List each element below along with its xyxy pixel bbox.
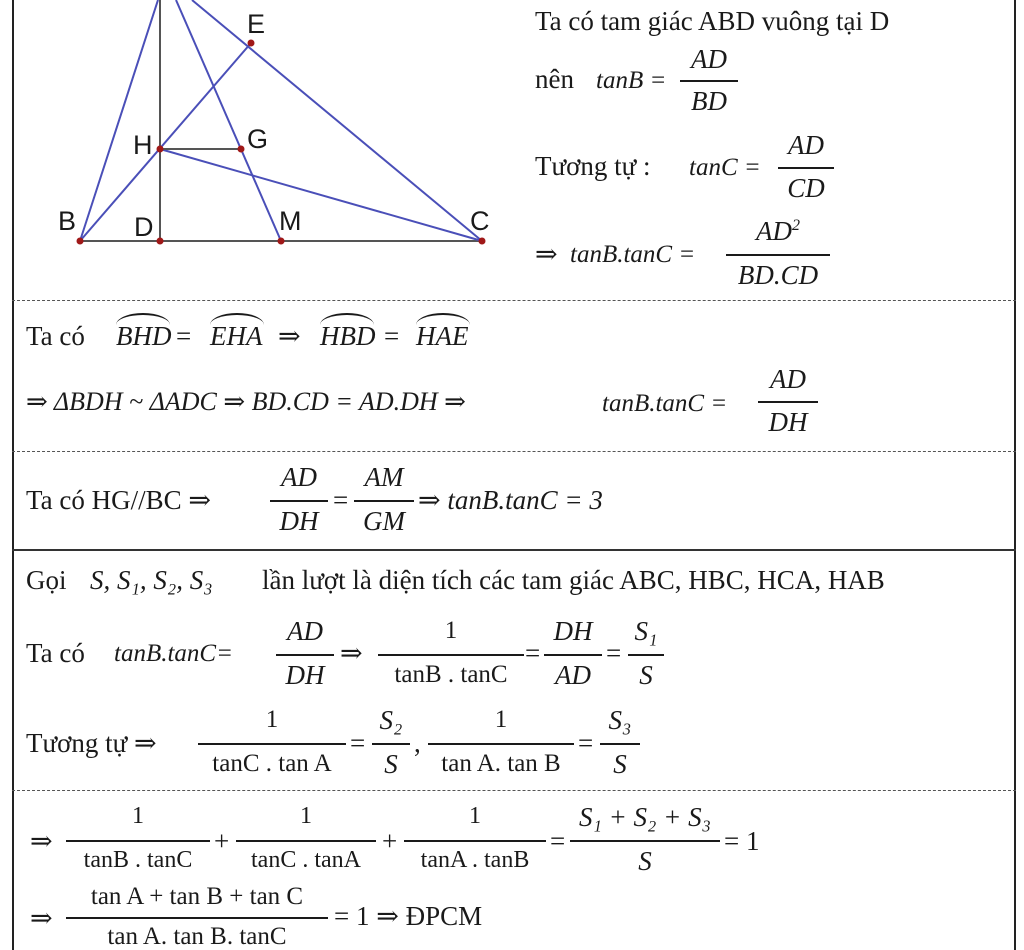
block1-line1: Ta có tam giác ABD vuông tại D [535, 6, 890, 36]
separator-1 [12, 300, 1016, 301]
segment-BE [80, 43, 251, 241]
angle-EHA: EHA [210, 321, 263, 351]
block4-f1 [276, 618, 334, 692]
point-B [77, 238, 84, 245]
block5-h1 [66, 804, 210, 878]
block4-line1-vars: S, S₁, S₂, S₃ [90, 565, 213, 595]
point-M [278, 238, 285, 245]
label-E: E [247, 9, 266, 39]
frac-den: GM [363, 506, 405, 536]
frac-num: tan A + tan B + tan C [90, 883, 304, 910]
frac-den: tanC . tanA [251, 847, 361, 873]
block1-implies: ⇒ [535, 239, 558, 269]
label-C: C [470, 206, 490, 236]
block4-line1-a: Gọi [26, 565, 67, 595]
angle-HAE: HAE [416, 321, 469, 351]
frac-num: 1 [494, 706, 508, 733]
eq-sign: = [525, 638, 541, 668]
frac-num: AD [691, 44, 727, 74]
frac-den: S [613, 749, 627, 779]
frac-num: S₁ [634, 616, 658, 646]
angle-arc [116, 313, 170, 325]
frac-num: 1 [469, 803, 481, 829]
block5-tail2: = 1 ⇒ ĐPCM [334, 901, 483, 931]
eq-sign: = [606, 638, 622, 668]
block4-line1-b: lần lượt là diện tích các tam giác ABC, HBC, HCA, HAB [262, 565, 885, 595]
frac-num: AD [281, 462, 317, 492]
point-D [157, 238, 164, 245]
angle-arc [210, 313, 264, 325]
block2-frac [758, 366, 818, 438]
separator-3 [12, 549, 1016, 551]
frac-den: AD [555, 660, 591, 690]
separator-2 [12, 451, 1016, 452]
frac-num: S₂ [379, 705, 403, 735]
frac-den: tan A. tan B [441, 750, 561, 777]
point-E [248, 40, 255, 47]
segment-AB [80, 0, 158, 241]
frac-den: DH [279, 506, 319, 536]
point-H [157, 146, 164, 153]
block4-g1 [198, 707, 346, 781]
eq-sign: = [333, 485, 349, 515]
block4-g4 [600, 707, 640, 781]
point-C [479, 238, 486, 245]
block4-g2 [372, 707, 410, 781]
arrow: ⇒ [30, 826, 53, 856]
segment-AC [192, 0, 482, 241]
block2-prefix: Ta có [26, 321, 85, 351]
frac-num: AD [287, 616, 323, 646]
block3-tail: ⇒ tanB.tanC = 3 [418, 485, 603, 515]
frac-den: S [638, 846, 652, 876]
frac-den: BD [691, 86, 727, 116]
label-G: G [247, 124, 269, 154]
segment-AM [176, 0, 281, 241]
block5-h2 [236, 804, 376, 878]
label-B: B [58, 206, 77, 236]
block5-h3 [404, 804, 546, 878]
frac-num: DH [553, 616, 593, 646]
frac-den: DH [768, 407, 808, 437]
frame-right-border [1014, 0, 1016, 950]
frac-den: CD [787, 173, 825, 203]
arrow: ⇒ [340, 638, 363, 668]
block1-frac-prod [726, 218, 830, 290]
frac-den: tanB . tanC [83, 847, 193, 873]
block4-f2 [378, 618, 524, 692]
block1-tanB: tanB = [596, 67, 667, 94]
comma: , [414, 728, 421, 758]
frac-den: DH [285, 660, 325, 690]
frac-num: AM [364, 462, 404, 492]
plus-sign: + [382, 826, 398, 856]
block4-g3 [428, 707, 574, 781]
frac-num: S₁ + S₂ + S₃ [578, 802, 712, 832]
block4-f4 [628, 618, 664, 692]
point-G [238, 146, 245, 153]
block3-frac2 [354, 464, 414, 538]
eq-sign: = [384, 321, 400, 351]
frac-den: S [384, 749, 398, 779]
block2-line2: ⇒ ΔBDH ~ ΔADC ⇒ BD.CD = AD.DH ⇒ [26, 387, 466, 416]
eq-sign: = [350, 728, 366, 758]
frac-num: AD [770, 364, 806, 394]
frac-num: S₃ [608, 705, 632, 735]
label-M: M [279, 206, 302, 236]
segment-HC [160, 149, 482, 241]
arrow: ⇒ [278, 321, 301, 351]
frac-den: tanC . tan A [212, 750, 332, 777]
plus-sign: + [214, 826, 230, 856]
label-H: H [133, 130, 153, 160]
block4-line2-prefix: Ta có [26, 638, 85, 668]
block4-line2-expr: tanB.tanC= [114, 640, 233, 667]
frac-num: 1 [265, 706, 279, 733]
block3-frac1 [270, 464, 328, 538]
frac-num: AD [756, 216, 792, 246]
label-D: D [134, 212, 154, 242]
block3-prefix: Ta có HG//BC ⇒ [26, 485, 211, 515]
frac-num-sup: 2 [792, 217, 800, 234]
triangle-figure [0, 0, 520, 300]
angle-arc [416, 313, 470, 325]
separator-4 [12, 790, 1016, 791]
block1-line2-prefix: nên [535, 64, 574, 94]
eq-sign: = [176, 321, 192, 351]
block1-tanC: tanC = [689, 154, 761, 181]
eq-sign: = [550, 826, 566, 856]
block4-line3-prefix: Tương tự ⇒ [26, 728, 157, 758]
block1-line3-prefix: Tương tự : [535, 151, 651, 181]
frac-den: tanB . tanC [394, 661, 508, 688]
block1-frac-tanC [778, 132, 834, 204]
angle-BHD: BHD [116, 321, 172, 351]
block5-k1 [66, 884, 328, 950]
angle-arc [320, 313, 374, 325]
frac-den: tanA . tanB [420, 847, 530, 873]
arrow: ⇒ [30, 903, 53, 933]
frac-num: 1 [444, 617, 458, 644]
frac-num: AD [788, 130, 824, 160]
angle-HBD: HBD [320, 321, 376, 351]
frac-den: tan A. tan B. tanC [107, 923, 287, 950]
frac-den: BD.CD [737, 260, 819, 290]
block5-h4 [570, 804, 720, 878]
frac-num: 1 [300, 803, 312, 829]
block1-tanBtanC: tanB.tanC = [570, 241, 696, 268]
frac-den: S [639, 660, 653, 690]
frac-num: 1 [132, 803, 144, 829]
block1-frac-tanB [680, 46, 738, 116]
block5-tail: = 1 [724, 826, 760, 856]
block2-line2-tail: tanB.tanC = [602, 390, 728, 417]
block4-f3 [544, 618, 602, 692]
eq-sign: = [578, 728, 594, 758]
